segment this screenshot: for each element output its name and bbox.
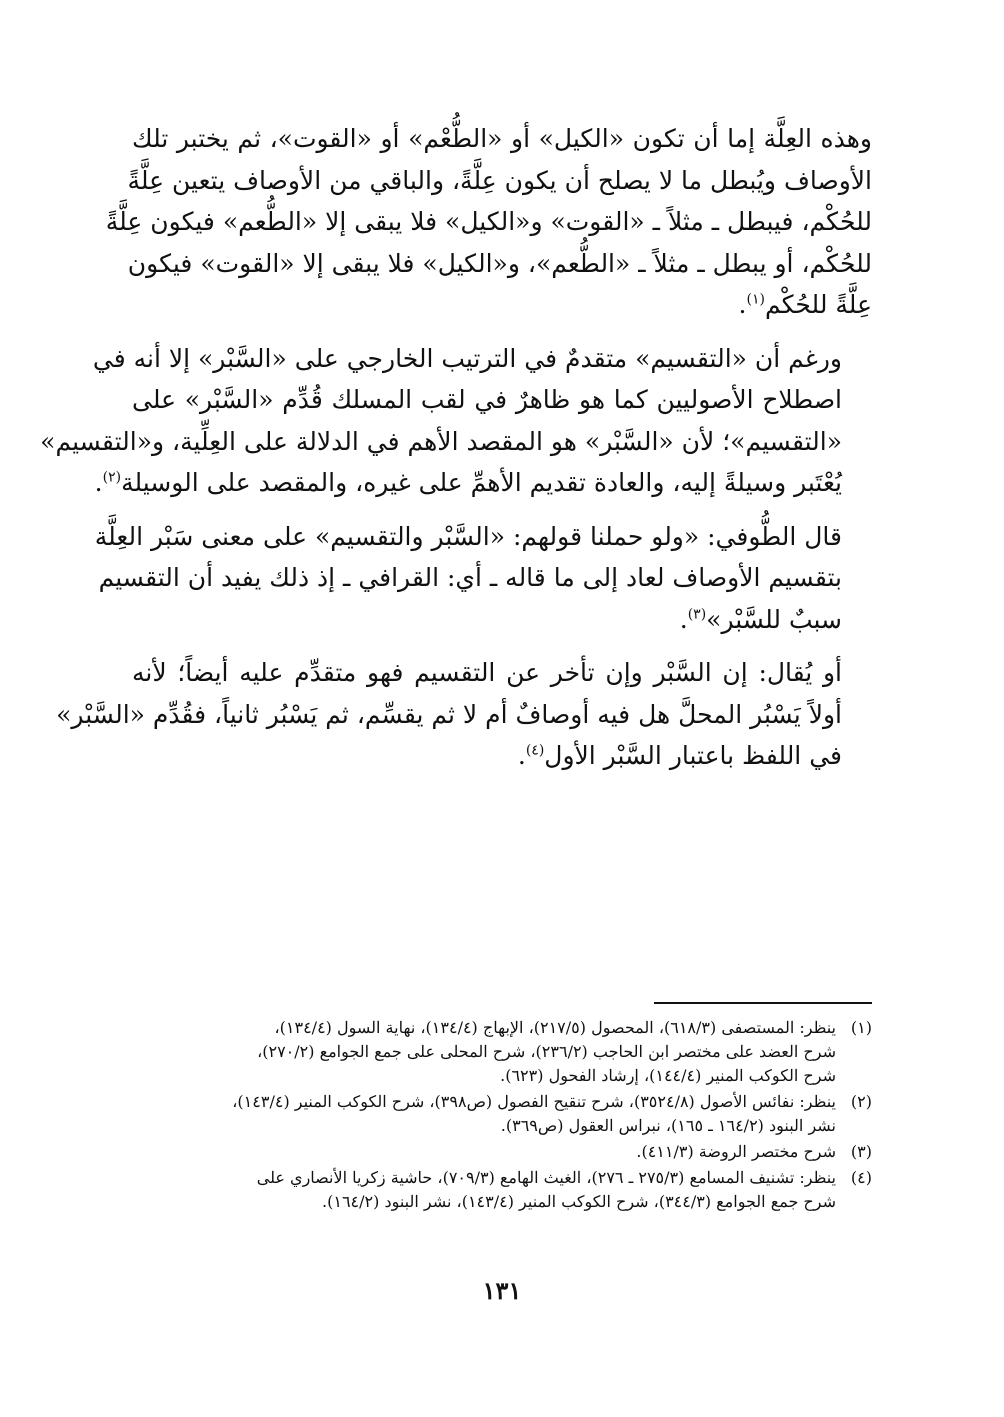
- footnote-line: ينظر: نفائس الأصول (٣٥٢٤/٨)، شرح تنقيح الفصول (ص٣٩٨)، شرح الكوكب المنير (١٤٣/٤)،: [232, 1092, 836, 1111]
- text-line: «التقسيم»؛ لأن «السَّبْر» هو المقصد الأهم في الدلالة على العِلِّية، و«التقسيم»: [40, 426, 842, 456]
- text-line: الأوصاف ويُبطل ما لا يصلح أن يكون عِلَّةً، والباقي من الأوصاف يتعين عِلَّةً: [127, 165, 872, 195]
- footnote-number: (١): [850, 1018, 872, 1037]
- text-line: اصطلاح الأصوليين كما هو ظاهرٌ في لقب المسلك قُدِّم «السَّبْر» على: [132, 385, 842, 414]
- page-number: ١٣١: [482, 1276, 522, 1305]
- text-fragment: في اللفظ باعتبار السَّبْر الأول: [544, 741, 842, 770]
- paragraph-3: [94, 516, 872, 641]
- text-line: أولاً يَسْبُر المحلَّ هل فيه أوصافٌ أم لا ثم يقسِّم، ثم يَسْبُر ثانياً، فقُدِّم «السَّبْر»: [56, 699, 842, 729]
- footnote-text: [132, 1090, 836, 1138]
- text-line: قال الطُّوفي: «ولو حملنا قولهم: «السَّبْر والتقسيم» على معنى سَبْر العِلَّة: [94, 521, 842, 551]
- main-text: [40, 118, 872, 789]
- text-line: للحُكْم، أو يبطل ـ مثلاً ـ «الطُّعم»، و«الكيل» فلا يبقى إلا «القوت» فيكون: [127, 248, 872, 278]
- footnote-separator: [654, 1002, 872, 1004]
- footnote-number: (٣): [850, 1142, 872, 1161]
- text-fragment: عِلَّةً للحُكْم: [764, 290, 872, 319]
- text-line: [132, 284, 872, 326]
- footnote-line: ينظر: تشنيف المسامع (٢٧٥/٣ ـ ٢٧٦)، الغيث الهامع (٧٠٩/٣)، حاشية زكريا الأنصاري على: [256, 1168, 836, 1187]
- text-line: للحُكْم، فيبطل ـ مثلاً ـ «القوت» و«الكيل» فلا يبقى إلا «الطُّعم» فيكون عِلَّةً: [105, 207, 872, 236]
- text-line: بتقسيم الأوصاف لعاد إلى ما قاله ـ أي: القرافي ـ إذ ذلك يفيد أن التقسيم: [98, 563, 842, 592]
- text-fragment: يُعْتَبر وسيلةً إليه، والعادة تقديم الأهمِّ على غيره، والمقصد على الوسيلة: [121, 468, 842, 497]
- footnote-1: [132, 1016, 872, 1088]
- footnote-2: [132, 1090, 872, 1138]
- period: .: [517, 741, 526, 770]
- text-line: ورغم أن «التقسيم» متقدمٌ في الترتيب الخارجي على «السَّبْر» إلا أنه في: [92, 343, 842, 373]
- text-line: [132, 599, 872, 641]
- footnote-text: [132, 1140, 836, 1164]
- footnote-line: شرح جمع الجوامع (٣٤٤/٣)، شرح الكوكب المنير (١٤٣/٤)، نشر البنود (١٦٤/٢).: [322, 1192, 836, 1211]
- footnote-ref-2[interactable]: (٢): [102, 469, 122, 486]
- paragraph-2: [40, 338, 872, 504]
- footnote-line: شرح الكوكب المنير (١٤٤/٤)، إرشاد الفحول (٦٢٣).: [500, 1066, 836, 1085]
- footnote-line: شرح العضد على مختصر ابن الحاجب (٢٣٦/٢)، شرح المحلى على جمع الجوامع (٢٧٠/٢)،: [257, 1042, 836, 1061]
- paragraph-4: [56, 652, 872, 777]
- footnote-line: شرح مختصر الروضة (٤١١/٣).: [636, 1142, 836, 1161]
- text-fragment: سببٌ للسَّبْر»: [706, 604, 842, 634]
- text-line: [94, 462, 872, 504]
- text-line: أو يُقال: إن السَّبْر وإن تأخر عن التقسيم فهو متقدِّم عليه أيضاً؛ لأنه: [132, 658, 842, 687]
- period: .: [94, 468, 103, 497]
- paragraph-1: [105, 118, 872, 326]
- period: .: [679, 604, 688, 634]
- footnote-text: [132, 1016, 836, 1088]
- footnote-ref-3[interactable]: (٣): [687, 606, 707, 623]
- footnote-3: [132, 1140, 872, 1164]
- footnote-text: [132, 1166, 836, 1214]
- footnote-4: [132, 1166, 872, 1214]
- text-line: وهذه العِلَّة إما أن تكون «الكيل» أو «الطُّعْم» أو «القوت»، ثم يختبر تلك: [132, 124, 872, 153]
- footnote-ref-1[interactable]: (١): [746, 291, 765, 308]
- footnotes: [132, 1016, 872, 1216]
- period: .: [738, 290, 747, 319]
- footnote-line: نشر البنود (١٦٤/٢ ـ ١٦٥)، نبراس العقول (ص٣٦٩).: [500, 1116, 836, 1135]
- footnote-number: (٢): [850, 1092, 872, 1111]
- footnote-ref-4[interactable]: (٤): [525, 742, 545, 759]
- footnote-number: (٤): [850, 1168, 872, 1187]
- text-line: [132, 735, 872, 777]
- footnote-line: ينظر: المستصفى (٦١٨/٣)، المحصول (٢١٧/٥)، الإبهاج (١٣٤/٤)، نهاية السول (١٣٤/٤)،: [274, 1018, 836, 1037]
